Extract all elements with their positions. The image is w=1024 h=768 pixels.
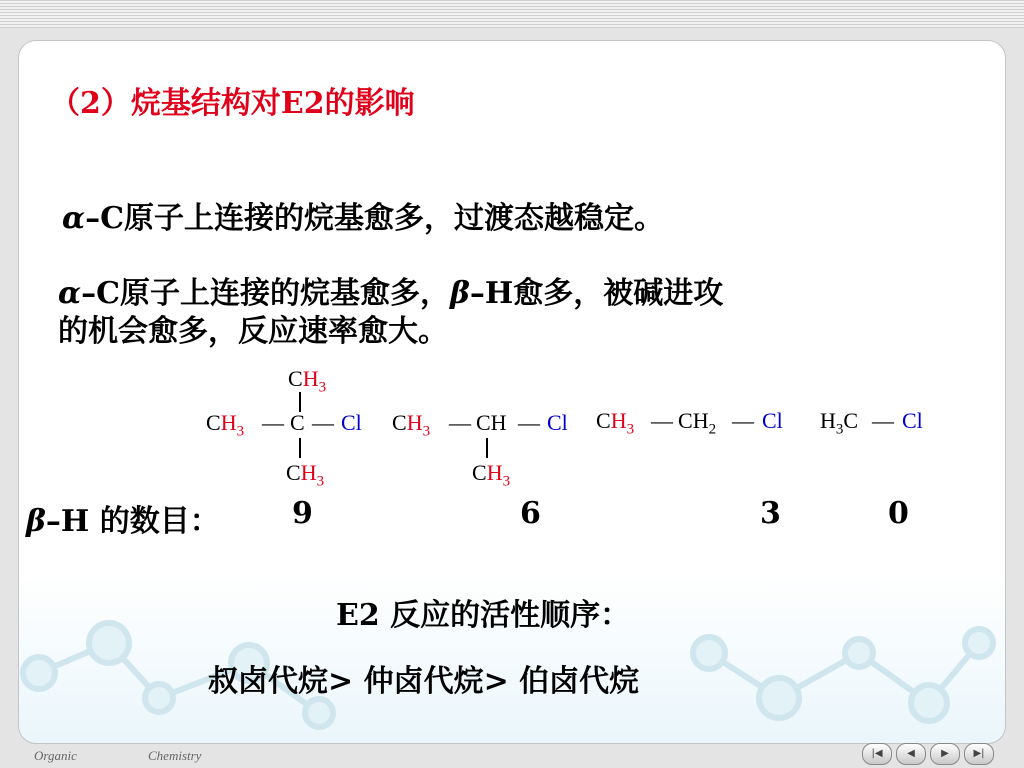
last-slide-button[interactable]: ▶| [964, 743, 994, 765]
count-mol3: 3 [760, 496, 781, 531]
mol4-bond: — [872, 408, 894, 433]
mol3-bond-right: — [732, 408, 754, 433]
beta-symbol: β [449, 276, 470, 311]
mol1-bottom-ch3: $CH_3$ [286, 460, 325, 490]
count-mol2: 6 [520, 496, 541, 531]
count-mol4: 0 [888, 496, 909, 531]
mol1-chlorine: Cl [341, 410, 362, 435]
next-slide-button[interactable]: ▶ [930, 743, 960, 765]
reactivity-order: 叔卤代烷> 仲卤代烷> 伯卤代烷 [208, 664, 640, 699]
mol3-chlorine: Cl [762, 408, 783, 433]
footer-chemistry: Chemistry [148, 748, 202, 763]
beta-symbol: β [26, 504, 46, 539]
statement-2-part-1: –C原子上连接的烷基愈多， [81, 276, 450, 311]
mol3-ch3: $CH_3$ [596, 408, 635, 438]
mol3-bond-left: — [651, 408, 673, 433]
first-slide-button[interactable]: |◀ [862, 743, 892, 765]
footer-organic: Organic [34, 748, 77, 763]
mol1-left-ch3: $CH_3$ [206, 410, 245, 440]
count-mol1: 9 [292, 496, 313, 531]
statement-2-part-2: –H愈多，被碱进攻 [469, 276, 724, 311]
slide-panel [18, 40, 1006, 744]
mol2-chlorine: Cl [547, 410, 568, 435]
mol4-chlorine: Cl [902, 408, 923, 433]
mol3-ch2: $CH_2$ [678, 408, 717, 438]
statement-2-line-2: 的机会愈多，反应速率愈大。 [58, 314, 448, 349]
beta-h-count-text: –H 的数目： [45, 504, 220, 539]
beta-h-count-label [26, 496, 220, 540]
mol4-h3c: $H_3C$ [820, 408, 859, 438]
mol1-central-c: C [290, 410, 305, 435]
mol1-top-ch3: $CH_3$ [288, 366, 327, 396]
slide-navigation [862, 743, 994, 765]
order-title: E2 反应的活性顺序： [336, 598, 631, 633]
mol2-bond-right: — [518, 410, 540, 435]
alpha-symbol: α [58, 276, 82, 311]
previous-slide-button[interactable]: ◀ [896, 743, 926, 765]
mol1-bottom-bond [299, 438, 301, 458]
mol1-bond-left: — [262, 410, 284, 435]
statement-1-text: –C原子上连接的烷基愈多，过渡态越稳定。 [85, 201, 664, 236]
mol2-bottom-ch3: $CH_3$ [472, 460, 511, 490]
top-stripe [0, 0, 1024, 28]
mol1-top-bond [299, 392, 301, 412]
mol2-bond-left: — [449, 410, 471, 435]
mol2-ch3: $CH_3$ [392, 410, 431, 440]
mol2-bottom-bond [486, 438, 488, 458]
section-heading: （2）烷基结构对E2的影响 [50, 86, 415, 121]
mol2-ch: CH [476, 410, 507, 435]
mol1-bond-right: — [312, 410, 334, 435]
alpha-symbol: α [62, 201, 86, 236]
statement-1 [62, 193, 664, 237]
